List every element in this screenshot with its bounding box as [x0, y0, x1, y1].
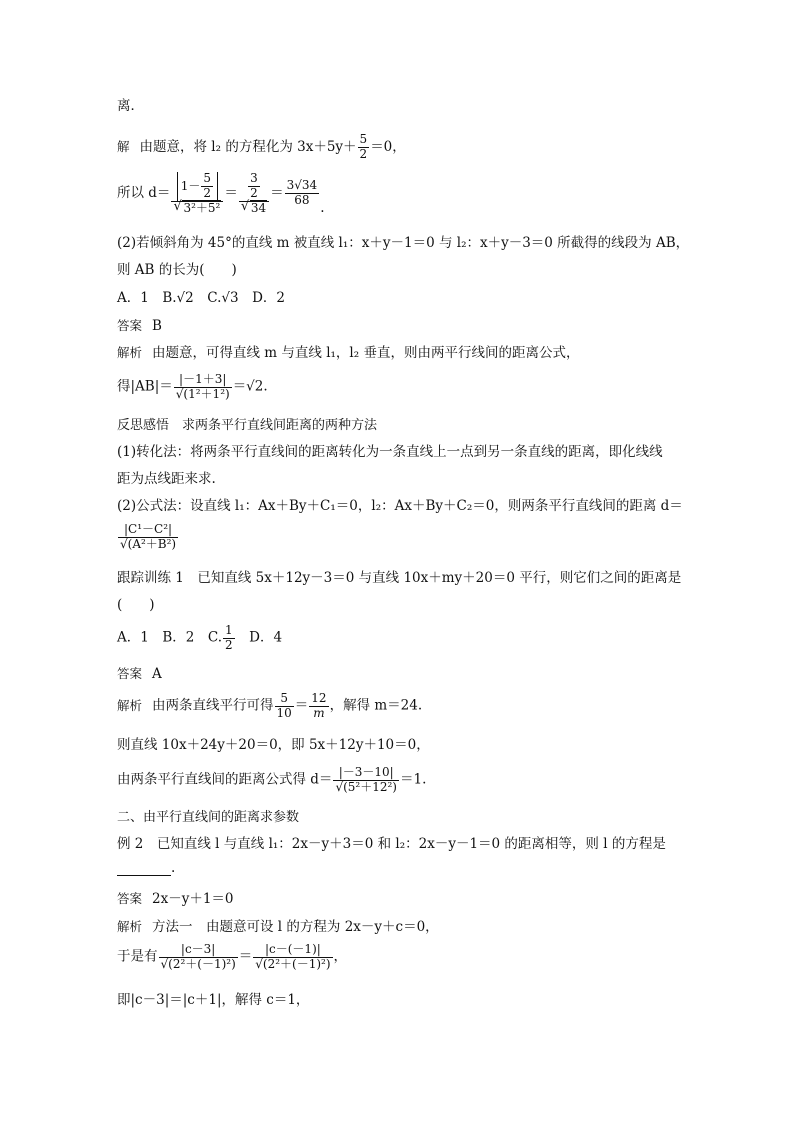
denominator: 10 [276, 705, 292, 720]
fraction [248, 172, 260, 201]
text: D．4 [235, 629, 283, 646]
numerator [171, 172, 223, 202]
fraction [239, 172, 269, 215]
denominator: √(2²＋(－1)²) [255, 956, 331, 971]
denominator: √(2²＋(－1)²) [160, 956, 236, 971]
text: ＝ [270, 184, 284, 201]
text-line: 则 AB 的长为( ) [117, 262, 237, 278]
options-line [117, 624, 282, 653]
numerator: 5 [359, 132, 368, 146]
section-heading: 二、由平行直线间的距离求参数 [117, 810, 300, 825]
analysis-line [117, 921, 439, 935]
numerator: 3√34 [286, 178, 318, 193]
denominator: 2 [225, 637, 233, 652]
text: 由题意，可得直线 m 与直线 l₁，l₂ 垂直，则由两平行线间的距离公式， [152, 345, 580, 361]
denominator: 2 [203, 185, 212, 200]
text: 由题意，将 l₂ 的方程化为 3x＋5y＋ [139, 138, 357, 155]
numerator: 5 [275, 692, 294, 707]
denominator: √(1²＋1²) [175, 386, 230, 401]
text: 方法一 由题意可设 l 的方程为 2x－y＋c＝0， [152, 919, 439, 935]
formula-line [117, 172, 324, 215]
options-line: A．1 B.√2 C.√3 D．2 [117, 290, 285, 306]
fraction [309, 692, 328, 721]
text: ＝1. [399, 771, 427, 788]
formula-line [117, 523, 179, 552]
answer-line [117, 320, 162, 334]
text-line: 离． [117, 98, 144, 114]
denominator [239, 202, 269, 216]
numerator: |c－3| [159, 943, 238, 958]
blank-line [117, 862, 175, 876]
numerator: 12 [311, 691, 327, 705]
denominator: 2 [250, 185, 258, 200]
text: 得|AB|＝ [117, 378, 173, 395]
text: ＝0， [370, 138, 406, 155]
solution-line [117, 133, 406, 162]
text-line: 即|c－3|＝|c＋1|，解得 c＝1， [117, 992, 310, 1008]
text: ＝ [294, 697, 309, 714]
answer-label: 答案 [117, 891, 143, 906]
analysis-line [117, 347, 579, 361]
solution-label: 解 [117, 138, 130, 154]
fraction [174, 373, 232, 402]
sqrt [241, 202, 267, 216]
text: 由两条平行直线间的距离公式得 d＝ [117, 771, 333, 788]
radicand: 34 [250, 200, 267, 215]
text: 1－ [180, 178, 201, 193]
text: ＝ [224, 184, 238, 201]
denominator: m [313, 705, 325, 720]
analysis-line [117, 692, 422, 721]
denominator: 68 [294, 193, 310, 208]
sqrt [173, 202, 221, 216]
fraction [275, 692, 294, 721]
fraction [171, 172, 223, 215]
numerator: 1 [225, 623, 233, 637]
denominator: 2 [359, 146, 368, 161]
fraction [118, 523, 178, 552]
analysis-label: 解析 [117, 698, 143, 714]
fraction [201, 172, 213, 201]
fraction [253, 943, 332, 972]
text: ＝√2. [232, 378, 268, 395]
text-line: (2)若倾斜角为 45°的直线 m 被直线 l₁：x＋y－1＝0 与 l₂：x＋y－3＝0 所截得的线段为 AB， [117, 235, 690, 251]
answer-label: 答案 [117, 666, 143, 681]
text: . [320, 199, 325, 216]
fill-in-blank[interactable] [117, 863, 171, 876]
numerator [239, 172, 269, 202]
text: ， [333, 948, 348, 965]
text-line: (1)转化法：将两条平行直线间的距离转化为一条直线上一点到另一条直线的距离，即化线线 [117, 444, 663, 460]
text: ＝ [238, 948, 253, 965]
fraction [358, 133, 370, 162]
text-line: 距为点线距来求. [117, 471, 216, 487]
exercise-line: 跟踪训练 1 已知直线 5x＋12y－3＝0 与直线 10x＋my＋20＝0 平行，则它们之间的距离是 [117, 570, 682, 586]
text-line: (2)公式法：设直线 l₁：Ax＋By＋C₁＝0，l₂：Ax＋By＋C₂＝0，则两条平行直线间的距离 d＝ [117, 498, 683, 514]
formula-line [117, 373, 268, 402]
example-line: 例 2 已知直线 l 与直线 l₁：2x－y＋3＝0 和 l₂：2x－y－1＝0 的距离相等，则 l 的方程是 [117, 836, 666, 852]
answer-value: B [152, 318, 162, 334]
denominator: √(A²＋B²) [120, 536, 177, 551]
text: ，解得 m＝24. [329, 697, 423, 714]
section-heading: 反思感悟 求两条平行直线间距离的两种方法 [117, 418, 378, 433]
denominator [171, 202, 223, 216]
fraction [159, 943, 238, 972]
text: 所以 d＝ [117, 184, 171, 201]
radicand: 3²＋5² [183, 200, 221, 215]
text-line: ( ) [117, 597, 155, 613]
formula-line [117, 766, 426, 795]
formula-line [117, 943, 347, 972]
answer-line [117, 668, 162, 682]
numerator: 5 [203, 171, 212, 185]
numerator: |－3－10| [333, 766, 399, 781]
numerator: 3 [250, 171, 258, 185]
text-line: 则直线 10x＋24y＋20＝0，即 5x＋12y＋10＝0， [117, 737, 430, 753]
answer-value: A [152, 666, 162, 682]
text: . [171, 860, 176, 876]
text: 于是有 [117, 948, 158, 965]
fraction [223, 624, 235, 653]
numerator: |c－(－1)| [253, 943, 332, 958]
fraction [333, 766, 399, 795]
abs-value [177, 172, 218, 201]
text: 由两条直线平行可得 [152, 697, 274, 714]
fraction [285, 179, 320, 208]
analysis-label: 解析 [117, 345, 143, 360]
analysis-label: 解析 [117, 919, 143, 934]
answer-line [117, 893, 234, 907]
answer-label: 答案 [117, 318, 143, 333]
answer-value: 2x－y＋1＝0 [152, 891, 234, 907]
text: A．1 B．2 C. [117, 629, 222, 646]
numerator: |C¹－C²| [118, 523, 178, 538]
denominator: √(5²＋12²) [335, 779, 397, 794]
numerator: |－1＋3| [174, 373, 232, 388]
